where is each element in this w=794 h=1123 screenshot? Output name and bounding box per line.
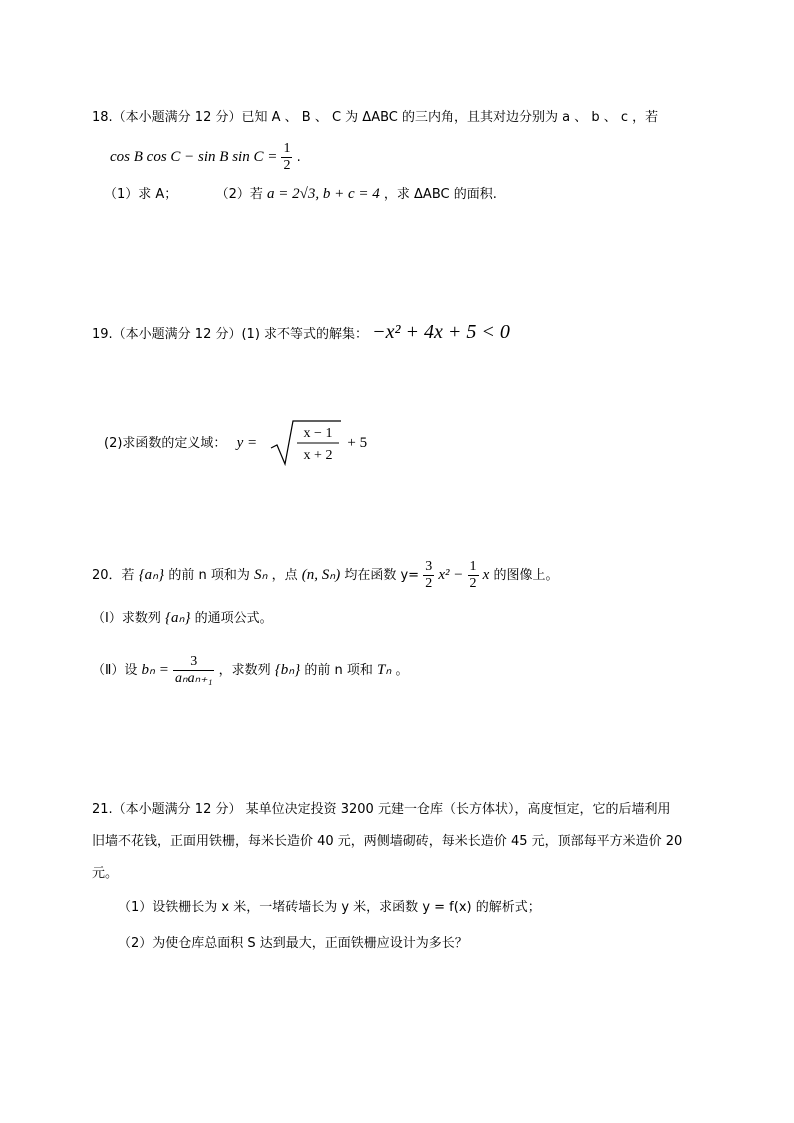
q20-part1-b: 的通项公式。 [194, 611, 273, 626]
q20-point: (n, Sₙ) [301, 567, 341, 583]
q20-sn: Sₙ [253, 567, 268, 583]
q20-text-e: 的图像上。 [493, 568, 559, 583]
q19-part2 [104, 418, 367, 469]
q19-radical-sign [269, 418, 343, 468]
q19-func-den: x + 2 [303, 448, 333, 464]
q19-part2-label: (2)求函数的定义域： [104, 436, 227, 451]
q18-part2-post: ，求 ΔABC 的面积. [383, 187, 497, 202]
q21-line3: 元。 [92, 866, 119, 881]
q20-x2: x² − [438, 567, 464, 583]
q20-seq-a: {aₙ} [138, 567, 165, 583]
q19-title: 19.（本小题满分 12 分）(1) 求不等式的解集： [92, 327, 369, 342]
q19-inequality: −x² + 4x + 5 < 0 [372, 321, 510, 343]
q20-part1-seq: {aₙ} [164, 610, 191, 626]
q20-bn-num: 3 [173, 654, 214, 671]
q20-text-d: 均在函数 y= [344, 568, 420, 583]
q18-part1: （1）求 A； [104, 187, 178, 202]
q20-text-a: 20．若 [92, 568, 135, 583]
q18-formula [110, 140, 301, 175]
q20-text-c: ，点 [271, 568, 298, 583]
q20-x1: x [482, 567, 490, 583]
q20-part2-c: 的前 n 项和 [304, 663, 373, 678]
q20-frac1 [423, 559, 434, 592]
q20-part1-a: （Ⅰ）求数列 [92, 611, 161, 626]
q20-bn-den: aₙaₙ₊₁ [175, 671, 213, 686]
q18-fraction-den: 2 [283, 158, 291, 173]
q20-part2-a: （Ⅱ）设 [92, 663, 138, 678]
q19-func-y: y = [236, 435, 258, 451]
q19-func-tail: + 5 [347, 435, 368, 451]
q20-part2-b: ，求数列 [218, 663, 271, 678]
q20-tn: Tₙ [377, 662, 392, 678]
q20-seq-b: {bₙ} [274, 662, 301, 678]
q20-text-b: 的前 n 项和为 [168, 568, 250, 583]
q19-sqrt [269, 418, 343, 469]
q20-part1 [92, 608, 273, 629]
q18-formula-end: . [296, 150, 301, 165]
q20-frac2-den: 2 [469, 576, 477, 591]
q18-part2-pre: （2）若 [215, 187, 263, 202]
q20-frac2-num: 1 [469, 559, 477, 574]
q20-part2-d: 。 [395, 663, 409, 678]
q18-fraction-num: 1 [283, 141, 291, 156]
q21-line2: 旧墙不花钱，正面用铁栅，每米长造价 40 元，两侧墙砌砖，每米长造价 45 元，顶部每平方米造价 20 [92, 834, 683, 849]
q20-frac2 [468, 559, 479, 592]
q18-formula-left: cos B cos C − sin B sin C = [110, 149, 278, 165]
q20-line1 [92, 556, 559, 595]
q20-part2 [92, 648, 409, 693]
q19-func-num: x − 1 [303, 426, 333, 442]
q21-part1: （1）设铁栅长为 x 米，一堵砖墙长为 y 米，求函数 y = f(x) 的解析式； [118, 900, 541, 915]
q19-line1 [92, 320, 510, 347]
q20-frac1-num: 3 [425, 559, 433, 574]
q18-line1: 18.（本小题满分 12 分）已知 A 、 B 、 C 为 ΔABC 的三内角，且其对边分别为 a 、 b 、 c ，若 [92, 110, 659, 125]
q20-bn-eq: bₙ = [141, 662, 169, 678]
q20-bn-frac [173, 654, 214, 687]
q21-line1: 21.（本小题满分 12 分） 某单位决定投资 3200 元建一仓库（长方体状），高度恒定，它的后墙利用 [92, 802, 671, 817]
q21-part2: （2）为使仓库总面积 S 达到最大，正面铁栅应设计为多长？ [118, 936, 468, 951]
q18-fraction [281, 141, 292, 174]
q18-part2-math: a = 2√3, b + c = 4 [267, 186, 380, 202]
q18-parts [104, 184, 497, 205]
q20-frac1-den: 2 [425, 576, 433, 591]
